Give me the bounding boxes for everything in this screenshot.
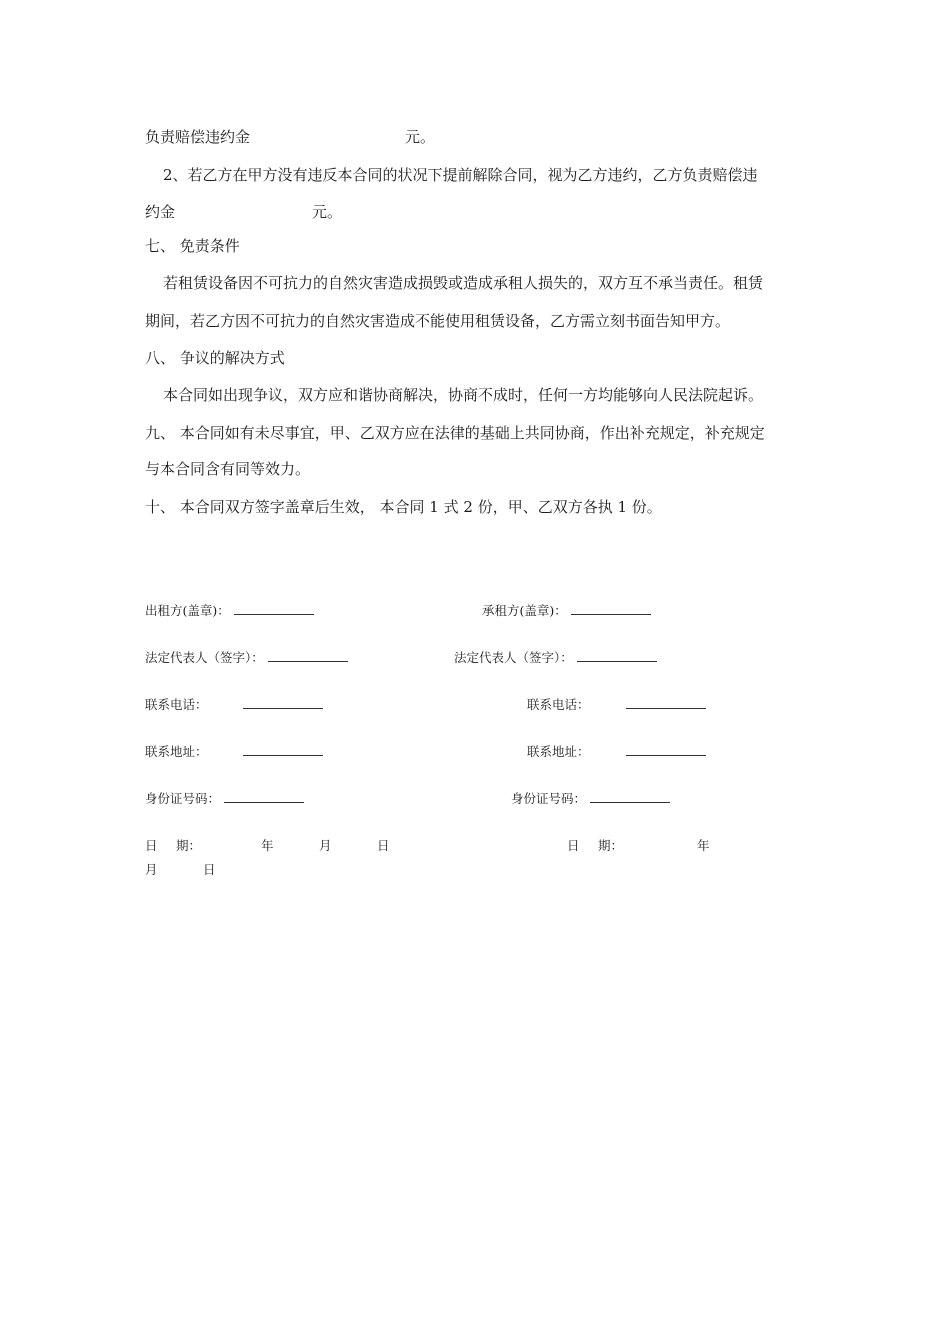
lessor-seal-label: 出租方(盖章)：	[145, 603, 230, 618]
legal-rep-left-label: 法定代表人（签字）：	[145, 650, 264, 665]
legal-rep-right-label: 法定代表人（签字）：	[454, 650, 573, 665]
lessee-seal-blank[interactable]	[571, 603, 651, 615]
date-right-month: 月	[145, 862, 158, 877]
legal-rep-right-blank[interactable]	[577, 650, 657, 662]
legal-rep-left-blank[interactable]	[268, 650, 348, 662]
date-right-ri: 日	[567, 838, 580, 853]
section-10-line-1: 十、 本合同双方签字盖章后生效， 本合同 1 式 2 份，甲、乙双方各执 1 份。	[145, 498, 662, 516]
date-right-day: 日	[203, 862, 216, 877]
date-left-qi: 期：	[176, 838, 202, 853]
section-7-line-1: 若租赁设备因不可抗力的自然灾害造成损毁或造成承租人损失的，双方互不承当责任。租赁	[163, 274, 764, 292]
phone-left-label: 联系电话：	[145, 697, 208, 712]
section-7-heading: 七、 免责条件	[145, 237, 240, 255]
section-8-line-1: 本合同如出现争议，双方应和谐协商解决，协商不成时，任何一方均能够向人民法院起诉。	[163, 386, 764, 404]
lessee-seal-label: 承租方(盖章)：	[482, 603, 567, 618]
section-8-heading: 八、 争议的解决方式	[145, 349, 285, 367]
id-right-row	[511, 791, 670, 807]
legal-rep-left-row	[145, 650, 348, 666]
legal-rep-right-row	[454, 650, 657, 666]
section-9-line-1: 九、 本合同如有未尽事宜，甲、乙双方应在法律的基础上共同协商，作出补充规定，补充规定	[145, 424, 765, 442]
date-right-qi: 期：	[598, 838, 624, 853]
phone-right-label: 联系电话：	[527, 697, 590, 712]
address-left-blank[interactable]	[243, 744, 323, 756]
id-right-blank[interactable]	[590, 791, 670, 803]
id-left-blank[interactable]	[224, 791, 304, 803]
clause-2-line-2-unit: 元。	[312, 203, 343, 221]
penalty-text: 负责赔偿违约金	[145, 128, 251, 146]
lessee-seal-row	[482, 603, 651, 619]
penalty-unit: 元。	[405, 128, 436, 146]
id-left-row	[145, 791, 304, 807]
lessor-seal-row	[145, 603, 314, 619]
clause-2-line-1: 2、若乙方在甲方没有违反本合同的状况下提前解除合同，视为乙方违约，乙方负责赔偿违	[163, 166, 758, 184]
lessor-seal-blank[interactable]	[234, 603, 314, 615]
address-left-label: 联系地址：	[145, 744, 208, 759]
date-right-year: 年	[697, 838, 710, 853]
date-left-year: 年	[261, 838, 274, 853]
address-right-blank[interactable]	[626, 744, 706, 756]
phone-right-blank[interactable]	[626, 697, 706, 709]
address-right-label: 联系地址：	[527, 744, 590, 759]
date-left-ri: 日	[145, 838, 158, 853]
phone-left-blank[interactable]	[243, 697, 323, 709]
section-7-line-2: 期间，若乙方因不可抗力的自然灾害造成不能使用租赁设备，乙方需立刻书面告知甲方。	[145, 312, 731, 330]
date-left-month: 月	[319, 838, 332, 853]
id-left-label: 身份证号码：	[145, 791, 221, 806]
section-9-line-2: 与本合同含有同等效力。	[145, 460, 311, 478]
penalty-line	[145, 127, 250, 147]
date-left-day: 日	[377, 838, 390, 853]
id-right-label: 身份证号码：	[511, 791, 587, 806]
clause-2-line-2-text: 约金	[145, 203, 176, 221]
